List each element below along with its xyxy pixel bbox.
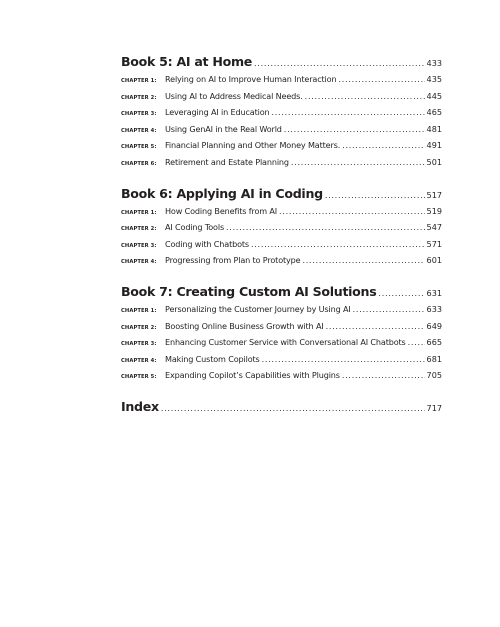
dot-leader: [291, 158, 425, 167]
chapter-title: Enhancing Customer Service with Conversational AI Chatbots: [165, 337, 406, 348]
chapter-title: Making Custom Copilots: [165, 353, 260, 364]
index-section: [121, 399, 442, 418]
dot-leader: [284, 125, 425, 134]
dot-leader: [353, 305, 425, 314]
dot-leader: [302, 256, 424, 265]
dot-leader: [342, 141, 424, 150]
page-number: 649: [426, 320, 442, 331]
dot-leader: [262, 355, 425, 364]
book-title: Book 5: AI at Home: [121, 54, 253, 69]
page-number: 633: [426, 303, 442, 314]
index-entry[interactable]: [121, 399, 442, 418]
chapter-entry[interactable]: [121, 321, 442, 338]
page-number: 665: [426, 337, 442, 348]
book-entry[interactable]: [121, 284, 442, 303]
chapter-entry[interactable]: [121, 304, 442, 321]
page-number: 491: [426, 140, 442, 151]
chapter-label: CHAPTER 3:: [121, 341, 157, 348]
chapter-entry[interactable]: [121, 124, 442, 141]
chapter-title: Using AI to Address Medical Needs.: [165, 90, 303, 101]
dot-leader: [305, 92, 425, 101]
table-of-contents: [121, 54, 442, 430]
page-number: 435: [426, 74, 442, 84]
chapter-label: CHAPTER 3:: [121, 242, 157, 249]
dot-leader: [325, 191, 425, 200]
page-number: 445: [426, 90, 442, 101]
chapter-label: CHAPTER 1:: [121, 209, 157, 216]
chapter-entry[interactable]: [121, 91, 442, 108]
dot-leader: [342, 371, 425, 380]
dot-leader: [271, 108, 424, 117]
chapter-label: CHAPTER 5:: [121, 374, 157, 381]
dot-leader: [338, 75, 424, 84]
chapter-label: CHAPTER 5:: [121, 144, 157, 151]
chapter-label: CHAPTER 2:: [121, 226, 157, 233]
page-number: 631: [426, 287, 442, 298]
page-number: 571: [426, 238, 442, 249]
chapter-entry[interactable]: [121, 255, 442, 272]
chapter-title: Personalizing the Customer Journey by Using AI: [165, 303, 351, 314]
index-title: Index: [121, 398, 159, 414]
chapter-title: Financial Planning and Other Money Matters.: [165, 140, 341, 151]
chapter-entry[interactable]: [121, 222, 442, 239]
page-number: 681: [426, 353, 442, 364]
chapter-entry[interactable]: [121, 239, 442, 256]
dot-leader: [326, 322, 425, 331]
page-number: 601: [426, 255, 442, 266]
chapter-entry[interactable]: [121, 354, 442, 371]
chapter-title: Progressing from Plan to Prototype: [165, 255, 301, 266]
book-section: [121, 186, 442, 272]
chapter-title: AI Coding Tools: [165, 222, 225, 233]
page-number: 433: [426, 58, 442, 68]
chapter-entry[interactable]: [121, 157, 442, 174]
page-number: 519: [426, 205, 442, 216]
book-section: [121, 284, 442, 387]
chapter-title: Coding with Chatbots: [165, 238, 249, 249]
page-number: 501: [426, 156, 442, 167]
dot-leader: [251, 240, 425, 249]
dot-leader: [254, 59, 425, 68]
dot-leader: [226, 223, 425, 232]
chapter-entry[interactable]: [121, 206, 442, 223]
dot-leader: [408, 338, 425, 347]
chapter-label: CHAPTER 4:: [121, 127, 157, 134]
chapter-entry[interactable]: [121, 337, 442, 354]
page-number: 705: [426, 370, 442, 381]
page-number: 547: [426, 222, 442, 233]
page-number: 481: [426, 123, 442, 134]
chapter-title: Using GenAI in the Real World: [165, 123, 282, 134]
chapter-title: Leveraging AI in Education: [165, 107, 270, 118]
book-title: Book 7: Creating Custom AI Solutions: [121, 283, 377, 299]
chapter-entry[interactable]: [121, 140, 442, 157]
chapter-label: CHAPTER 4:: [121, 357, 157, 364]
chapter-entry[interactable]: [121, 370, 442, 387]
dot-leader: [161, 404, 425, 413]
chapter-label: CHAPTER 1:: [121, 78, 157, 84]
book-section: [121, 54, 442, 174]
chapter-label: CHAPTER 3:: [121, 111, 157, 118]
book-entry[interactable]: [121, 54, 442, 73]
page-number: 517: [426, 189, 442, 200]
chapter-title: Expanding Copilot’s Capabilities with Plugins: [165, 370, 340, 381]
chapter-label: CHAPTER 4:: [121, 259, 157, 266]
chapter-title: How Coding Benefits from AI: [165, 205, 278, 216]
chapter-label: CHAPTER 1:: [121, 307, 157, 314]
dot-leader: [378, 289, 424, 298]
chapter-label: CHAPTER 2:: [121, 94, 157, 101]
chapter-title: Retirement and Estate Planning: [165, 156, 289, 167]
book-title: Book 6: Applying AI in Coding: [121, 185, 323, 201]
book-entry[interactable]: [121, 186, 442, 205]
chapter-label: CHAPTER 2:: [121, 324, 157, 331]
chapter-title: Relying on AI to Improve Human Interaction: [165, 74, 337, 84]
chapter-label: CHAPTER 6:: [121, 160, 157, 167]
dot-leader: [279, 207, 425, 216]
chapter-entry[interactable]: [121, 107, 442, 124]
chapter-entry[interactable]: [121, 74, 442, 91]
page-number: 717: [426, 402, 442, 413]
chapter-title: Boosting Online Business Growth with AI: [165, 320, 324, 331]
page-number: 465: [426, 107, 442, 118]
